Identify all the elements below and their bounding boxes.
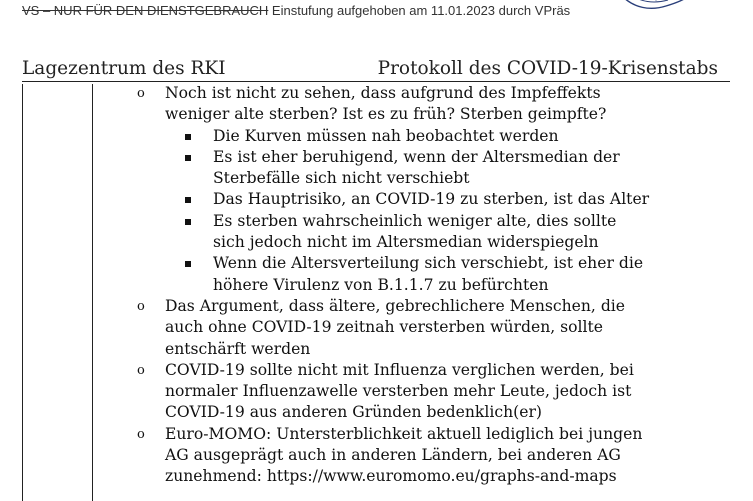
circle-bullet-icon: o [137, 298, 145, 314]
list-item [132, 424, 652, 488]
square-bullet-icon [185, 134, 191, 140]
sub-item [132, 211, 652, 254]
eagle-logo-fragment [616, 0, 696, 16]
circle-bullet-icon: o [137, 426, 145, 442]
item-text: Das Argument, dass ältere, gebrechlichere Menschen, die auch ohne COVID-19 zeitnah versterben würden, sollte entschärft werden [165, 296, 626, 358]
sub-item [132, 147, 652, 190]
sub-item-text: Es sterben wahrscheinlich weniger alte, dies sollte sich jedoch nicht im Altersmedian widerspiegeln [213, 211, 617, 252]
table-column-divider [92, 84, 93, 501]
sub-item [132, 253, 652, 296]
sub-item [132, 189, 652, 210]
item-text: Noch ist nicht zu sehen, dass aufgrund des Impfeffekts weniger alte sterben? Ist es zu früh? Sterben geimpfte? [165, 84, 607, 124]
document-header [22, 58, 718, 80]
header-right-title: Protokoll des COVID-19-Krisenstabs [377, 58, 718, 79]
list-item [132, 296, 652, 360]
protocol-content [132, 83, 652, 488]
sub-item-text: Das Hauptrisiko, an COVID-19 zu sterben, ist das Alter [213, 190, 650, 209]
sub-item [132, 126, 652, 147]
square-bullet-icon [185, 261, 191, 267]
square-bullet-icon [185, 219, 191, 225]
circle-bullet-icon: o [137, 362, 145, 378]
item-text: COVID-19 sollte nicht mit Influenza verglichen werden, bei normaler Influenzawelle versterben mehr Leute, jedoch ist COVID-19 aus anderen Gründen bedenklich(er) [165, 360, 634, 422]
square-bullet-icon [185, 155, 191, 161]
header-rule [22, 81, 730, 82]
header-left-title: Lagezentrum des RKI [22, 58, 226, 79]
list-item [132, 360, 652, 424]
sub-list [132, 126, 652, 296]
list-item [132, 83, 652, 126]
sub-item-text: Es ist eher beruhigend, wenn der Altersmedian der Sterbefälle sich nicht verschiebt [213, 147, 620, 188]
item-text: Euro-MOMO: Untersterblichkeit aktuell lediglich bei jungen AG ausgeprägt auch in anderen Ländern, bei anderen AG zunehmend: https://www.euromomo.eu/graphs-and-maps [165, 424, 643, 486]
square-bullet-icon [185, 197, 191, 203]
classification-line [22, 3, 570, 18]
sub-item-text: Die Kurven müssen nah beobachtet werden [213, 126, 559, 145]
circle-bullet-icon: o [137, 86, 145, 101]
classification-note: Einstufung aufgehoben am 11.01.2023 durch VPräs [268, 3, 571, 18]
classification-struck-text: VS – NUR FÜR DEN DIENSTGEBRAUCH [22, 3, 269, 18]
sub-item-text: Wenn die Altersverteilung sich verschiebt, ist eher die höhere Virulenz von B.1.1.7 zu befürchten [213, 254, 644, 294]
